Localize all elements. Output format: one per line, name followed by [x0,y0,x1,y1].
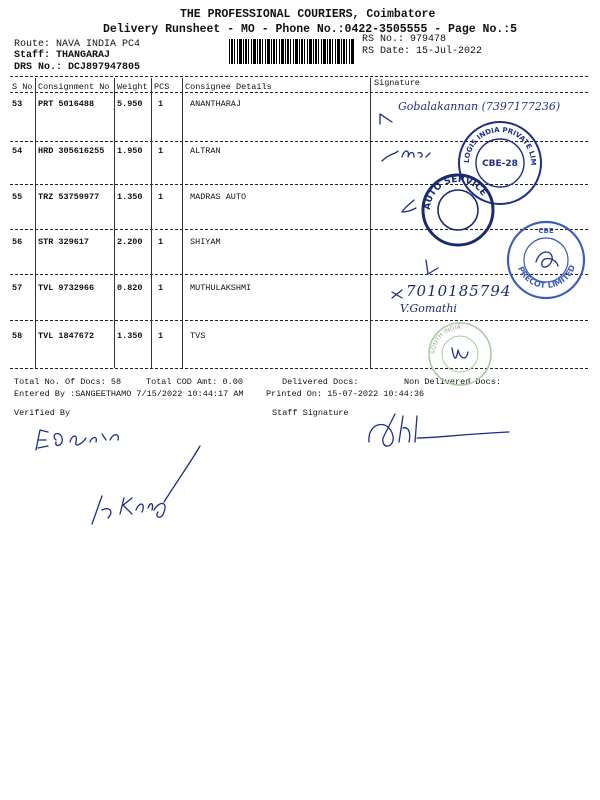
row-consignee: MUTHULAKSHMI [190,283,252,293]
row-consignment: PRT 5016488 [38,99,95,109]
row-weight: 1.350 [117,331,143,341]
row57-mark [390,288,406,302]
header-consignment: Consignment No [38,82,110,92]
row-sno: 57 [12,283,23,293]
table-bottom-rule [10,368,588,369]
row-consignee: ANANTHARAJ [190,99,242,109]
row-consignee: ALTRAN [190,146,221,156]
row-rule [10,320,588,321]
row57-phone-handwriting: 7010185794 [406,282,512,300]
row-weight: 1.950 [117,146,143,156]
seal-top-text: CBE [538,227,554,235]
rs-date: RS Date: 15-Jul-2022 [362,46,483,57]
row56-signature [422,256,444,280]
row-rule [10,274,588,275]
row53-handwriting: Gobalakannan (7397177236) [398,100,561,113]
seal-inner-ring [438,190,478,230]
row-pcs: 1 [158,146,164,156]
column-divider [151,78,152,368]
total-docs: Total No. Of Docs: 58 [14,377,122,387]
precot-stamp [504,218,588,302]
signature-stroke [369,414,509,446]
seal-text: AUTO SERVICE [422,174,489,211]
row-sno: 55 [12,192,23,202]
header-consignee: Consignee Details [185,82,272,92]
delivered-docs: Delivered Docs: [282,377,359,387]
row-pcs: 1 [158,331,164,341]
header-rule [10,92,588,93]
total-cod-amount: Total COD Amt: 0.00 [146,377,243,387]
row-sno: 53 [12,99,23,109]
signature-stroke [36,430,48,450]
staff-label: Staff: THANGARAJ [14,50,111,61]
header-signature: Signature [374,78,420,88]
non-delivered-docs: Non Delivered Docs: [404,377,501,387]
signature-stroke [382,151,430,161]
row-weight: 2.200 [117,237,143,247]
route-label: Route: NAVA INDIA PC4 [14,39,141,50]
column-divider [370,78,371,368]
row-consignment: TVL 9732966 [38,283,95,293]
row-sno: 54 [12,146,23,156]
header-pcs: PCS [154,82,170,92]
staff-signature-label: Staff Signature [272,408,349,418]
verified-by-label: Verified By [14,408,71,418]
row-consignee: MADRAS AUTO [190,192,247,202]
stamp-signature [452,348,468,358]
runsheet-subtitle: Delivery Runsheet - MO - Phone No.:0422-3505555 - Page No.:5 [103,23,518,36]
seal-text: LOGIS INDIA PRIVATE LIMITED [452,112,538,166]
row-pcs: 1 [158,99,164,109]
staff-signature [365,408,515,458]
auto-service-stamp [420,172,496,248]
row-pcs: 1 [158,192,164,202]
row-weight: 1.350 [117,192,143,202]
column-divider [114,78,115,368]
stamp-signature [536,252,558,267]
row55-signature [398,196,422,220]
drs-number: DRS No.: DCJ897947805 [14,62,141,73]
cross-mark [392,290,402,298]
row-consignment: TRZ 53759977 [38,192,100,202]
header-sno: S No [12,82,33,92]
row-sno: 56 [12,237,23,247]
seal-text: PRECOT LIMITED [516,263,578,291]
south-india-stamp [426,320,494,388]
row-pcs: 1 [158,237,164,247]
company-title: THE PROFESSIONAL COURIERS, Coimbatore [180,8,436,21]
row54-signature [380,145,440,167]
row-weight: 5.950 [117,99,143,109]
second-verifier-signature [88,440,208,530]
row-consignee: SHIYAM [190,237,221,247]
header-weight: Weight [117,82,148,92]
row-consignment: STR 329617 [38,237,90,247]
row-consignee: TVS [190,331,206,341]
row-weight: 0.820 [117,283,143,293]
seal-center-text: CBE-28 [482,159,518,169]
row-pcs: 1 [158,283,164,293]
signature-stroke [92,446,200,524]
signature-stroke [402,200,416,212]
row-sno: 58 [12,331,23,341]
entered-by: Entered By :SANGEETHAMO 7/15/2022 10:44:17 AM [14,389,244,399]
rs-number: RS No.: 979478 [362,34,447,45]
seal-text: SOUTH INDIA [429,323,461,355]
printed-on: Printed On: 15-07-2022 10:44:36 [266,389,425,399]
row53-mark [378,110,398,130]
table-top-rule [10,76,588,77]
column-divider [182,78,183,368]
column-divider [35,78,36,368]
tick-mark [380,114,392,124]
row-consignment: TVL 1847672 [38,331,95,341]
row-consignment: HRD 305616255 [38,146,105,156]
barcode [229,39,354,64]
row-rule [10,229,588,230]
signature-stroke [426,260,438,274]
row57-name-handwriting: V.Gomathi [400,302,457,315]
